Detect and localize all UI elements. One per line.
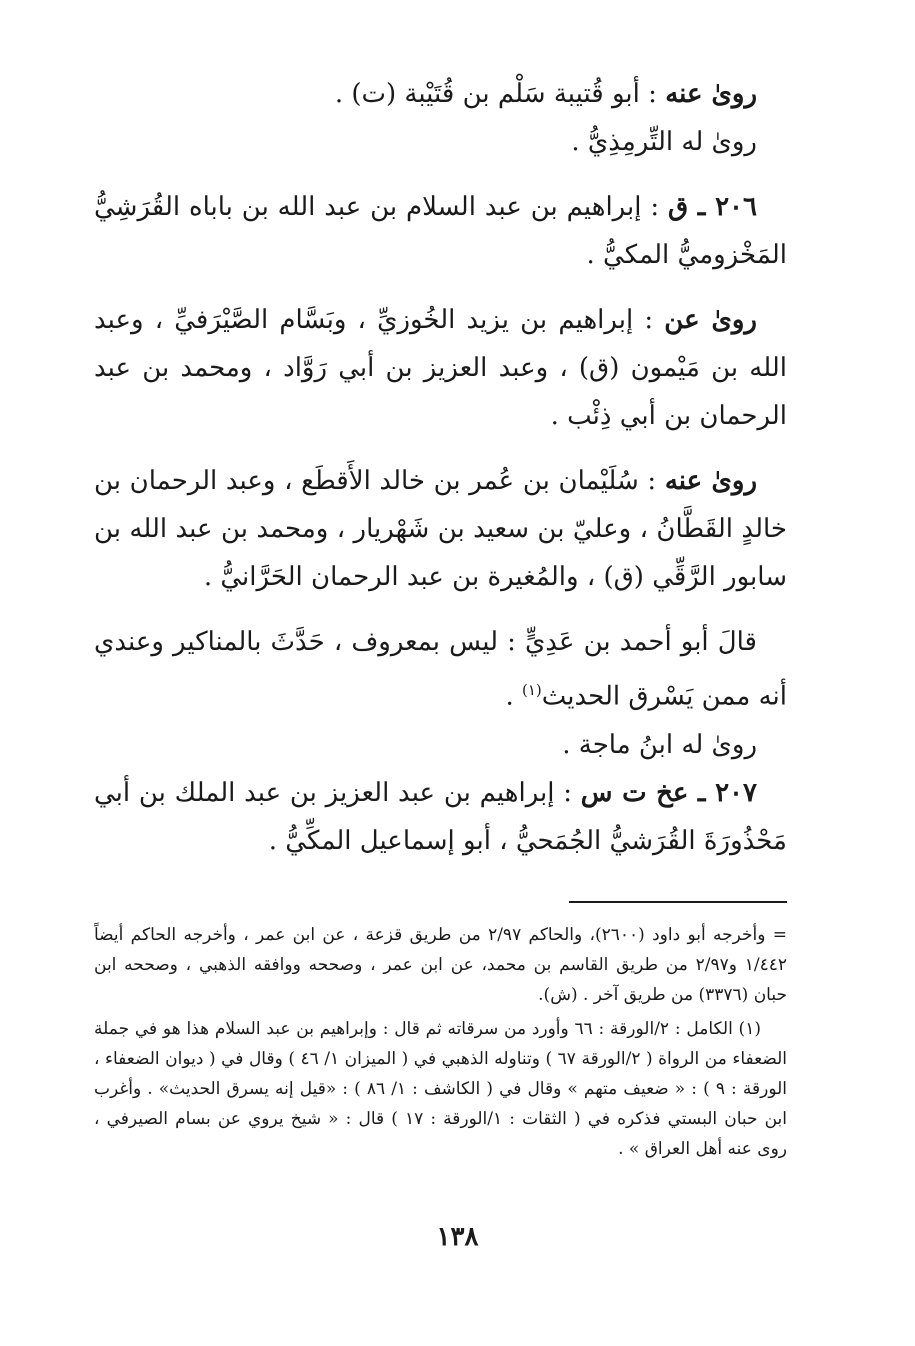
page-number: ١٣٨ xyxy=(436,1222,479,1252)
entry-206: ٢٠٦ ـ ق : إبراهيم بن عبد السلام بن عبد الله بن باباه القُرَشِيُّ المَخْزوميُّ المكيُّ . xyxy=(94,192,787,270)
entry-207: ٢٠٧ ـ عخ ت س : إبراهيم بن عبد العزيز بن عبد الملك بن أبي مَحْذُورَةَ القُرَشيُّ الجُمَحيُّ ، أبو إسماعيل المكِّيُّ . xyxy=(94,777,787,856)
entry-number: ٢٠٦ ـ ق xyxy=(667,192,757,222)
ibn-adi-statement: قالَ أبو أحمد بن عَدِيٍّ : ليس بمعروف ، حَدَّثَ بالمناكير وعندي أنه ممن يَسْرق الحديث$^{(١)}$ . xyxy=(94,627,787,712)
label: روىٰ عنه xyxy=(664,466,757,496)
footnote-ref: (١) xyxy=(521,681,542,699)
footnote-1: (١) الكامل : ٢/الورقة : ٦٦ وأورد من سرقاته ثم قال : وإبراهيم بن عبد السلام هذا هو في جملة الضعفاء من الرواة ( ٢/الورقة ٦٧ ) وتناوله الذهبي في ( الميزان ١/ ٤٦ ) وقال في ( ديوان الضعفاء ، الورقة : ٩ ) : « ضعيف متهم » وقال في ( الكاشف : ١/ ٨٦ ) : «قيل إنه يسرق الحديث» . وأغرب ابن حبان البستي فذكره في ( الثقات : ١/الورقة : ١٧ ) قال : « شيخ يروي عن بسام الصيرفي ، روى عنه أهل العراق » . xyxy=(94,1019,788,1159)
label: روىٰ عن xyxy=(664,305,757,335)
main-text xyxy=(94,70,787,865)
label: روىٰ عنه xyxy=(665,79,757,109)
narrated-by-1: روىٰ له التِّرمِذِيُّ . xyxy=(571,127,757,157)
narrated-from-206: روىٰ عن : إبراهيم بن يزيد الخُوزيِّ ، وبَسَّام الصَّيْرَفيِّ ، وعبد الله بن مَيْمون (ق) ، وعبد العزيز بن أبي رَوَّاد ، ومحمد بن عبد الرحمان بن أبي ذِئْب . xyxy=(94,305,787,431)
footnote-divider xyxy=(569,901,787,903)
footnotes xyxy=(94,920,787,1164)
footnote-continued: = وأخرجه أبو داود (٢٦٠٠)، والحاكم ٢/٩٧ من طريق قزعة ، عن ابن عمر ، وأخرجه الحاكم أيضاً ١/٤٤٢ و٢/٩٧ من طريق القاسم بن محمد، عن ابن عمر ، وصححه ووافقه الذهبي ، وصححه ابن حبان (٣٣٧٦) من طريق آخر . (ش). xyxy=(94,925,787,1005)
narrators-from-him-206: روىٰ عنه : سُلَيْمان بن عُمر بن خالد الأَقطَع ، وعبد الرحمان بن خالدٍ القَطَّانُ ، وعليّ بن سعيد بن شَهْريار ، ومحمد بن عبد الله بن سابور الرَّقِّي (ق) ، والمُغيرة بن عبد الرحمان الحَرَّانيُّ . xyxy=(94,466,787,592)
narrators-from-him-1: روىٰ عنه : أبو قُتيبة سَلْم بن قُتَيْبة (ت) . xyxy=(334,79,757,109)
narrated-by-206: روىٰ له ابنُ ماجة . xyxy=(562,729,757,760)
entry-number: ٢٠٧ ـ عخ ت س xyxy=(580,777,757,808)
